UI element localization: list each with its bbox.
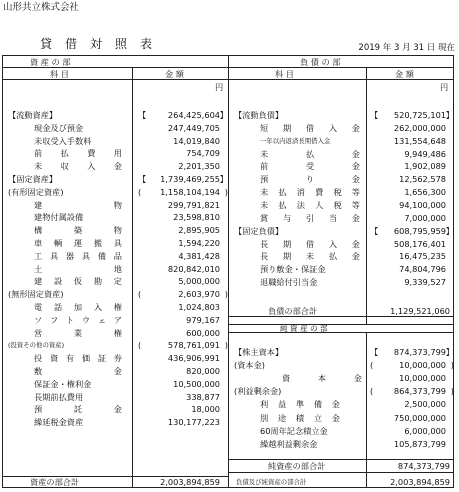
asset-row-amount: 2,603,970 xyxy=(178,289,220,300)
net-asset-row-label: 繰越利益剰余金 xyxy=(260,438,318,449)
net-asset-row-close-bracket: ) xyxy=(450,386,454,397)
net-asset-row xyxy=(230,372,454,385)
liability-row xyxy=(230,225,454,238)
liability-row-label: 長 期 未 払 金 xyxy=(260,251,360,262)
asset-row xyxy=(4,288,228,301)
liability-row xyxy=(230,148,454,161)
liability-row-amount: 1,902,089 xyxy=(404,161,446,172)
net-asset-row-amount: 864,373,799 xyxy=(393,386,446,397)
liability-row-open-bracket: 【 xyxy=(370,225,379,236)
liability-row xyxy=(230,263,454,276)
asset-row-label: 電 話 加 入 権 xyxy=(34,302,122,312)
net-asset-row-amount: 10,000,000 xyxy=(399,373,446,384)
liab-net-total-label: 負債及び純資産の部合計 xyxy=(236,478,307,486)
asset-row-label: 建 設 仮 勘 定 xyxy=(34,276,122,287)
asset-row xyxy=(4,339,228,352)
report-date: 2019 年 3 月 31 日 現在 xyxy=(358,43,455,53)
asset-row-label: 前 払 費 用 xyxy=(34,148,122,159)
asset-row xyxy=(4,314,228,327)
asset-row-amount: 1,594,220 xyxy=(178,238,220,248)
asset-row xyxy=(4,173,228,186)
assets-amount-col-header: 金 額 xyxy=(165,69,184,79)
net-asset-row-amount: 874,373,799 xyxy=(393,347,446,357)
document-title: 貸借対照表 xyxy=(40,37,166,51)
liab-net-total-row xyxy=(230,477,454,488)
asset-row-close-bracket: ) xyxy=(224,289,228,300)
net-asset-row-label: 別 途 積 立 金 xyxy=(260,412,340,423)
liability-row-open-bracket: 【 xyxy=(370,110,379,120)
liability-row-amount: 9,949,486 xyxy=(404,148,446,159)
asset-row-open-bracket: 【 xyxy=(138,110,147,120)
asset-row-amount: 299,791,821 xyxy=(167,199,220,210)
liability-row-label: 預 り 金 xyxy=(260,174,360,185)
net-asset-row xyxy=(230,398,454,411)
liability-row xyxy=(230,186,454,199)
liabilities-total-amount: 1,129,521,060 xyxy=(390,306,450,316)
net-total-bottom-line xyxy=(228,472,454,473)
asset-row-close-bracket: 】 xyxy=(219,110,228,120)
net-asset-row-amount: 10,000,000 xyxy=(399,360,446,371)
asset-row-open-bracket: ( xyxy=(138,186,142,197)
asset-row xyxy=(4,378,228,391)
liability-row-label: 賞 与 引 当 金 xyxy=(260,212,360,223)
assets-section-header xyxy=(30,57,200,68)
liability-row-amount: 608,795,959 xyxy=(393,225,446,236)
net-asset-row-amount: 6,000,000 xyxy=(404,425,446,436)
asset-row-amount: 18,000 xyxy=(191,404,220,415)
asset-row xyxy=(4,237,228,250)
assets-item-col-header: 科 目 xyxy=(50,69,69,79)
liability-row xyxy=(230,135,454,148)
asset-row-label: 工 具 器 具 備 品 xyxy=(34,250,122,261)
asset-row-label: 【流動資産】 xyxy=(8,110,58,120)
asset-row-label: (投資その他の資産) xyxy=(8,341,65,350)
asset-row-label: 車 輌 運 搬 具 xyxy=(34,238,122,248)
liability-row xyxy=(230,212,454,225)
net-asset-row-amount: 105,873,799 xyxy=(393,438,446,449)
asset-row-amount: 1,024,803 xyxy=(178,302,220,312)
net-assets-total-amount: 874,373,799 xyxy=(397,461,450,471)
liability-row-amount: 508,176,401 xyxy=(393,238,446,249)
liability-row xyxy=(230,199,454,212)
net-asset-row xyxy=(230,385,454,398)
liability-row xyxy=(230,173,454,186)
asset-row xyxy=(4,122,228,135)
liability-row-label: 長 期 借 入 金 xyxy=(260,238,360,249)
center-divider xyxy=(228,55,229,488)
net-assets-total-label: 純資産の部合計 xyxy=(268,461,326,471)
asset-row-label: 預 託 金 xyxy=(34,404,122,415)
liability-row-amount: 16,475,235 xyxy=(399,251,446,262)
asset-row-amount: 2,201,350 xyxy=(178,161,220,172)
net-asset-row-label: 60周年記念積立金 xyxy=(260,425,328,436)
liability-row-label: 預り敷金・保証金 xyxy=(260,264,326,275)
liability-row xyxy=(230,250,454,263)
asset-row-close-bracket: ) xyxy=(224,340,228,351)
net-asset-row-open-bracket: 【 xyxy=(370,347,379,357)
asset-row-close-bracket: 】 xyxy=(219,174,228,184)
net-asset-row xyxy=(230,346,454,359)
asset-row-amount: 820,842,010 xyxy=(167,263,220,274)
liabilities-total-row xyxy=(230,306,454,316)
asset-row xyxy=(4,147,228,160)
liability-row-label: 短 期 借 入 金 xyxy=(260,122,360,133)
asset-row xyxy=(4,301,228,314)
net-asset-row xyxy=(230,412,454,425)
asset-row-amount: 247,449,705 xyxy=(167,122,220,133)
liab-amount-col-header: 金 額 xyxy=(395,69,414,79)
asset-row-amount: 436,906,991 xyxy=(167,353,220,364)
asset-row xyxy=(4,275,228,288)
liability-row xyxy=(230,122,454,135)
asset-row-amount: 578,761,091 xyxy=(167,340,220,351)
liability-row-close-bracket: 】 xyxy=(445,110,454,120)
asset-row-label: (無形固定資産) xyxy=(8,289,64,300)
assets-total-label: 資産の部合計 xyxy=(30,477,80,487)
liability-row-label: 未 払 消 費 税 等 xyxy=(260,187,360,198)
asset-row-amount: 754,709 xyxy=(186,148,220,159)
liability-row xyxy=(230,109,454,122)
asset-row-label: 投 資 有 価 証 券 xyxy=(34,353,122,364)
asset-row-label: 敷 金 xyxy=(34,366,122,376)
liab-total-top-line xyxy=(228,316,454,317)
asset-row-amount: 4,381,428 xyxy=(178,250,220,261)
liabilities-total-label: 負債の部合計 xyxy=(268,306,318,316)
net-asset-row xyxy=(230,425,454,438)
liab-item-col-header: 科 目 xyxy=(275,69,294,79)
liability-row xyxy=(230,238,454,251)
liability-row-amount: 74,804,796 xyxy=(399,264,446,275)
liability-row-amount: 520,725,101 xyxy=(393,110,446,120)
net-assets-header-top-line xyxy=(228,324,454,325)
liab-net-total-amount: 2,003,894,859 xyxy=(390,477,450,487)
asset-row-amount: 264,425,604 xyxy=(167,110,220,120)
asset-row-label: 土 地 xyxy=(34,263,122,274)
assets-total-row xyxy=(4,477,228,488)
liability-row-label: 未 払 金 xyxy=(260,148,360,159)
asset-row xyxy=(4,224,228,237)
column-header-line xyxy=(2,79,454,80)
asset-row xyxy=(4,160,228,173)
asset-row-label: 保証金・権利金 xyxy=(34,378,92,389)
asset-row-amount: 338,877 xyxy=(186,391,220,402)
asset-row xyxy=(4,365,228,378)
asset-row-amount: 1,158,104,194 xyxy=(160,186,220,197)
net-asset-row-label: (利益剰余金) xyxy=(234,386,282,397)
asset-row-label: (有形固定資産) xyxy=(8,186,64,197)
net-asset-row-close-bracket: 】 xyxy=(445,347,454,357)
net-asset-row-open-bracket: ( xyxy=(370,386,374,397)
asset-row-amount: 1,739,469,255 xyxy=(160,174,220,184)
asset-row-amount: 2,895,905 xyxy=(178,225,220,236)
asset-row-amount: 14,019,840 xyxy=(173,135,220,146)
asset-row-amount: 820,000 xyxy=(186,366,220,376)
liability-row-amount: 12,562,578 xyxy=(399,174,446,185)
net-asset-row-open-bracket: ( xyxy=(370,360,374,371)
asset-row-close-bracket: ) xyxy=(224,186,228,197)
asset-row-amount: 130,177,223 xyxy=(167,417,220,428)
asset-row-label: 未 収 入 金 xyxy=(34,161,122,172)
liability-row-amount: 7,000,000 xyxy=(404,212,446,223)
liability-row xyxy=(230,276,454,289)
asset-row xyxy=(4,199,228,212)
asset-row-label: 【固定資産】 xyxy=(8,174,58,184)
asset-row xyxy=(4,391,228,404)
assets-total-amount: 2,003,894,859 xyxy=(160,477,220,487)
asset-row-amount: 979,167 xyxy=(186,314,220,325)
net-assets-total-row xyxy=(230,461,454,472)
asset-row-amount: 23,598,810 xyxy=(173,212,220,223)
liability-row xyxy=(230,160,454,173)
asset-row xyxy=(4,352,228,365)
asset-row-label: 構 築 物 xyxy=(34,225,122,236)
asset-row-label: 繰延税金資産 xyxy=(34,417,84,428)
asset-row xyxy=(4,211,228,224)
net-assets-header-bottom-line xyxy=(228,332,454,333)
asset-row xyxy=(4,135,228,148)
asset-row-label: 現金及び預金 xyxy=(34,122,84,133)
liability-row-label: 未 払 法 人 税 等 xyxy=(260,199,360,210)
asset-row xyxy=(4,109,228,122)
asset-row-open-bracket: ( xyxy=(138,289,142,300)
liability-row-label: 退職給付引当金 xyxy=(260,277,318,288)
asset-row-open-bracket: 【 xyxy=(138,174,147,184)
asset-row xyxy=(4,250,228,263)
net-assets-section-header: 純 資 産 の 部 xyxy=(280,324,328,333)
liab-unit: 円 xyxy=(440,82,449,92)
liability-row-label: 一年以内返済長期借入金 xyxy=(260,136,331,145)
company-name: 山形共立株式会社 xyxy=(3,2,80,13)
liability-row-amount: 94,100,000 xyxy=(399,199,446,210)
liability-row-close-bracket: 】 xyxy=(445,225,454,236)
net-asset-row-label: 利 益 準 備 金 xyxy=(260,399,340,410)
liabilities-section-header: 負 債 の 部 xyxy=(300,57,341,67)
asset-row-label: 建 物 xyxy=(34,199,122,210)
asset-row-label: ソ フ ト ウ ェ ア xyxy=(34,314,122,325)
net-asset-row-amount: 750,000,000 xyxy=(393,412,446,423)
asset-row xyxy=(4,186,228,199)
net-asset-row-amount: 2,500,000 xyxy=(404,399,446,410)
liability-row-amount: 1,656,300 xyxy=(404,187,446,198)
liability-row-amount: 262,000,000 xyxy=(393,122,446,133)
asset-row xyxy=(4,263,228,276)
net-asset-row-label: 【株主資本】 xyxy=(234,347,284,357)
net-asset-row-close-bracket: ) xyxy=(450,360,454,371)
liability-row-label: 前 受 金 xyxy=(260,161,360,172)
asset-row-amount: 10,500,000 xyxy=(173,378,220,389)
liability-row-label: 【流動負債】 xyxy=(234,110,284,120)
asset-row-amount: 600,000 xyxy=(186,327,220,338)
asset-row xyxy=(4,416,228,429)
net-asset-row xyxy=(230,359,454,372)
asset-row-label: 未収受入手数料 xyxy=(34,135,92,146)
net-asset-row-label: (資本金) xyxy=(234,360,265,371)
asset-row xyxy=(4,403,228,416)
liability-row-label: 【固定負債】 xyxy=(234,225,284,236)
net-asset-row-label: 資 本 金 xyxy=(282,373,362,384)
liability-row-amount: 9,339,527 xyxy=(404,277,446,288)
net-asset-row xyxy=(230,438,454,451)
asset-row-amount: 5,000,000 xyxy=(178,276,220,287)
liability-row-amount: 131,554,648 xyxy=(393,135,446,146)
asset-row-open-bracket: ( xyxy=(138,340,142,351)
asset-row-label: 営 業 権 xyxy=(34,327,122,338)
net-total-top-line xyxy=(228,459,454,460)
asset-row xyxy=(4,327,228,340)
asset-row-label: 長期前払費用 xyxy=(34,391,84,402)
assets-unit: 円 xyxy=(215,82,224,92)
assets-section-label: 資 産 の 部 xyxy=(30,57,71,67)
asset-row-label: 建物付属設備 xyxy=(34,212,84,223)
